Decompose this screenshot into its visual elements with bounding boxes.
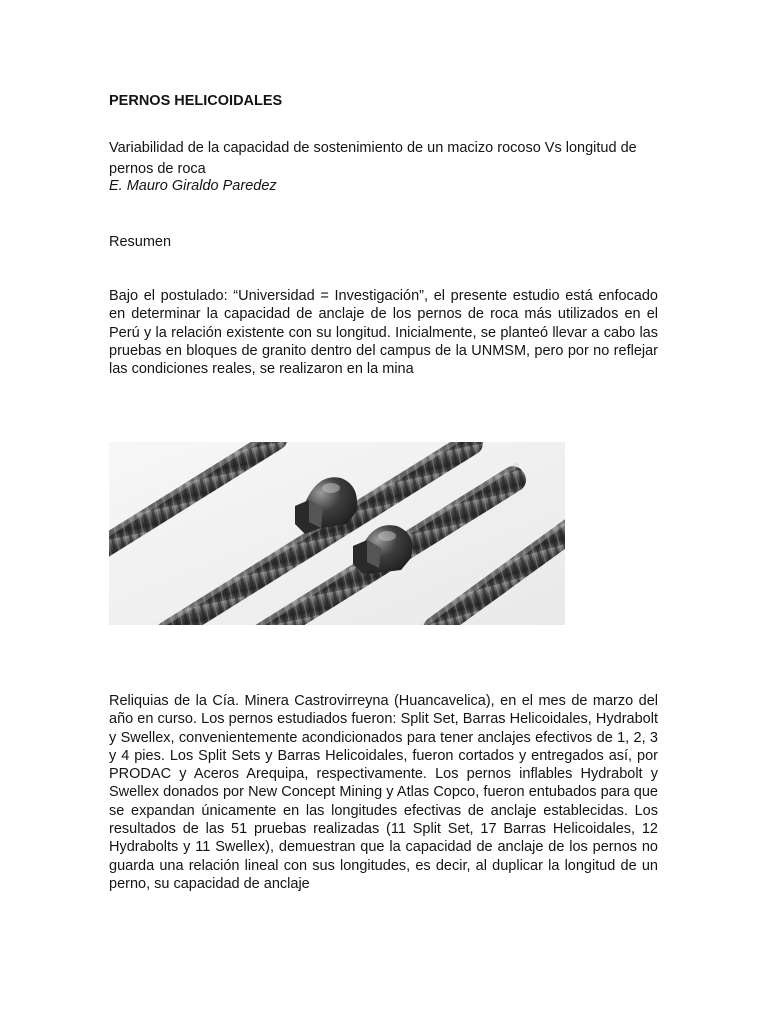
abstract-paragraph-2: Reliquias de la Cía. Minera Castrovirreyna (Huancavelica), en el mes de marzo del año en curso. Los pernos estudiados fueron: Split Set, Barras Helicoidales, Hydrabolt y Swellex, convenientemente acondicionados para tener anclajes efectivos de 1, 2, 3 y 4 pies. Los Split Sets y Barras Helicoidales, fueron cortados y entregados así, por PRODAC y Aceros Arequipa, respectivamente. Los pernos inflables Hydrabolt y Swellex donados por New Concept Mining y Atlas Copco, fueron entubados para que se expandan únicamente en las longitudes efectivas de anclaje establecidas. Los resultados de las 51 pruebas realizadas (11 Split Set, 17 Barras Helicoidales, 12 Hydrabolts y 11 Swellex), demuestran que la capacidad de anclaje de los pernos no guarda una relación lineal con sus longitudes, es decir, al duplicar la longitud de un perno, su capacidad de anclaje <box>109 693 658 892</box>
document-title: PERNOS HELICOIDALES <box>109 93 283 109</box>
document-author: E. Mauro Giraldo Paredez <box>109 178 277 194</box>
abstract-paragraph-1: Bajo el postulado: “Universidad = Investigación”, el presente estudio está enfocado en determinar la capacidad de anclaje de los pernos de roca más utilizados en el Perú y la relación existente con su longitud. Inicialmente, se planteó llevar a cabo las pruebas en bloques de granito dentro del campus de la UNMSM, pero por no reflejar las condiciones reales, se realizaron en la mina <box>109 288 658 378</box>
helical-rock-bolts-photo-icon <box>109 442 565 625</box>
document-subtitle: Variabilidad de la capacidad de sostenimiento de un macizo rocoso Vs longitud de pernos de roca <box>109 140 637 177</box>
rock-bolts-photo <box>109 442 565 625</box>
section-heading-resumen: Resumen <box>109 234 172 250</box>
